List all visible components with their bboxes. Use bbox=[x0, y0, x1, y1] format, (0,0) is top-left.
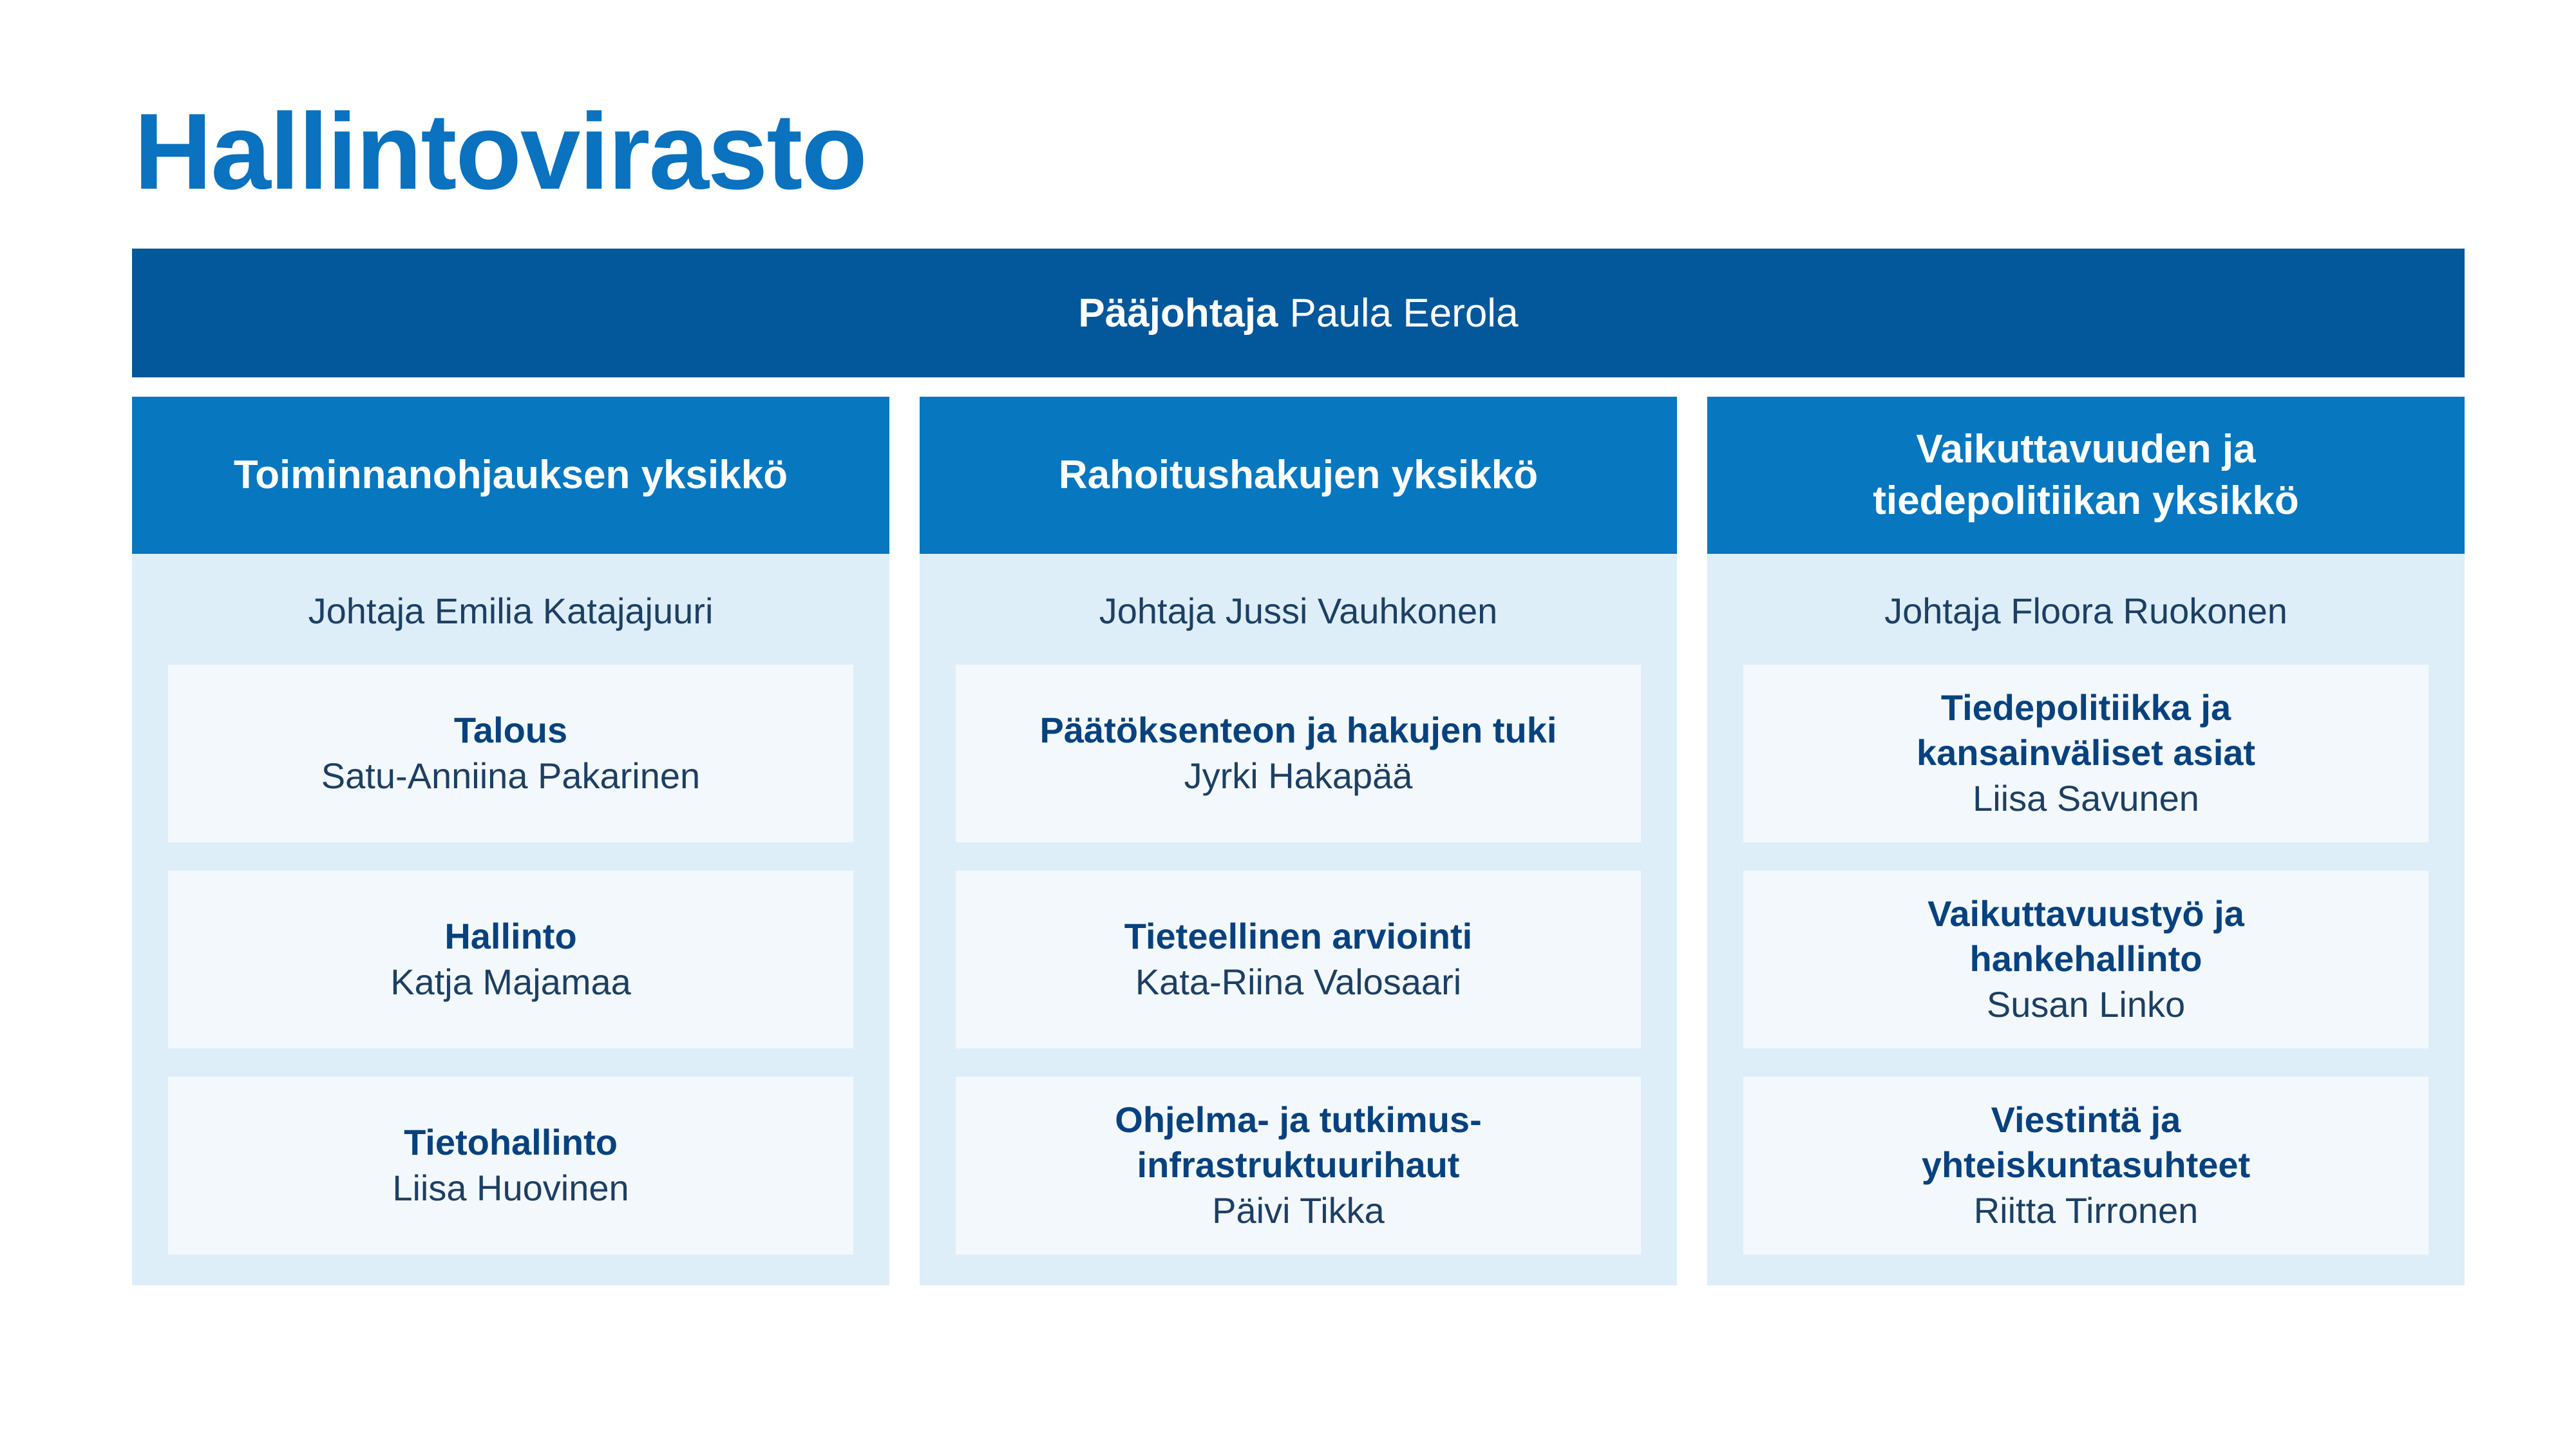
unit-funding-calls bbox=[920, 397, 1677, 1285]
unit-director: Johtaja Jussi Vauhkonen bbox=[1099, 590, 1498, 631]
director-general-name: Paula Eerola bbox=[1289, 290, 1519, 336]
subunit-person: Katja Majamaa bbox=[390, 961, 631, 1002]
subunit-name: Ohjelma- ja tutkimus-infrastruktuurihaut bbox=[1115, 1099, 1482, 1185]
director-general-bar bbox=[132, 249, 2465, 377]
subunit-box bbox=[956, 665, 1641, 842]
subunit-box bbox=[956, 871, 1641, 1048]
subunit-name: Tietohallinto bbox=[404, 1122, 618, 1162]
subunit-name: Hallinto bbox=[444, 916, 577, 956]
subunit-person: Susan Linko bbox=[1986, 984, 2186, 1025]
unit-header: Rahoitushakujen yksikkö bbox=[920, 397, 1677, 554]
subunit-person: Liisa Savunen bbox=[1973, 778, 2199, 819]
subunit-person: Päivi Tikka bbox=[1212, 1190, 1385, 1231]
subunit-box bbox=[168, 1077, 853, 1255]
subunit-box bbox=[1743, 1077, 2429, 1255]
subunit-box bbox=[1743, 871, 2429, 1048]
subunit-name: Tieteellinen arviointi bbox=[1124, 916, 1473, 956]
unit-impact-science-policy bbox=[1707, 397, 2465, 1285]
subunit-name: Vaikuttavuustyö ja hankehallinto bbox=[1927, 893, 2244, 979]
subunit-person: Riitta Tirronen bbox=[1973, 1190, 2199, 1231]
subunit-name: Tiedepolitiikka ja kansainväliset asiat bbox=[1916, 687, 2256, 773]
subunit-name: Päätöksenteon ja hakujen tuki bbox=[1039, 710, 1557, 750]
subunit-box bbox=[168, 871, 853, 1048]
subunit-box bbox=[168, 665, 853, 842]
subunit-box bbox=[1743, 665, 2429, 842]
unit-director: Johtaja Emilia Katajajuuri bbox=[308, 590, 714, 631]
subunit-name: Talous bbox=[453, 710, 568, 750]
unit-director: Johtaja Floora Ruokonen bbox=[1884, 590, 2287, 631]
subunit-person: Liisa Huovinen bbox=[392, 1168, 629, 1208]
unit-header: Toiminnanohjauksen yksikkö bbox=[132, 397, 889, 554]
subunit-box bbox=[956, 1077, 1641, 1255]
subunit-name: Viestintä ja yhteiskuntasuhteet bbox=[1921, 1099, 2251, 1185]
subunit-person: Kata-Riina Valosaari bbox=[1135, 961, 1462, 1002]
unit-operations-steering bbox=[132, 397, 889, 1285]
subunit-person: Satu-Anniina Pakarinen bbox=[321, 755, 701, 796]
director-general-role: Pääjohtaja bbox=[1078, 290, 1278, 336]
subunit-person: Jyrki Hakapää bbox=[1184, 755, 1413, 796]
page-title: Hallintovirasto bbox=[134, 91, 866, 212]
unit-header: Vaikuttavuuden ja tiedepolitiikan yksikkö bbox=[1707, 397, 2465, 554]
